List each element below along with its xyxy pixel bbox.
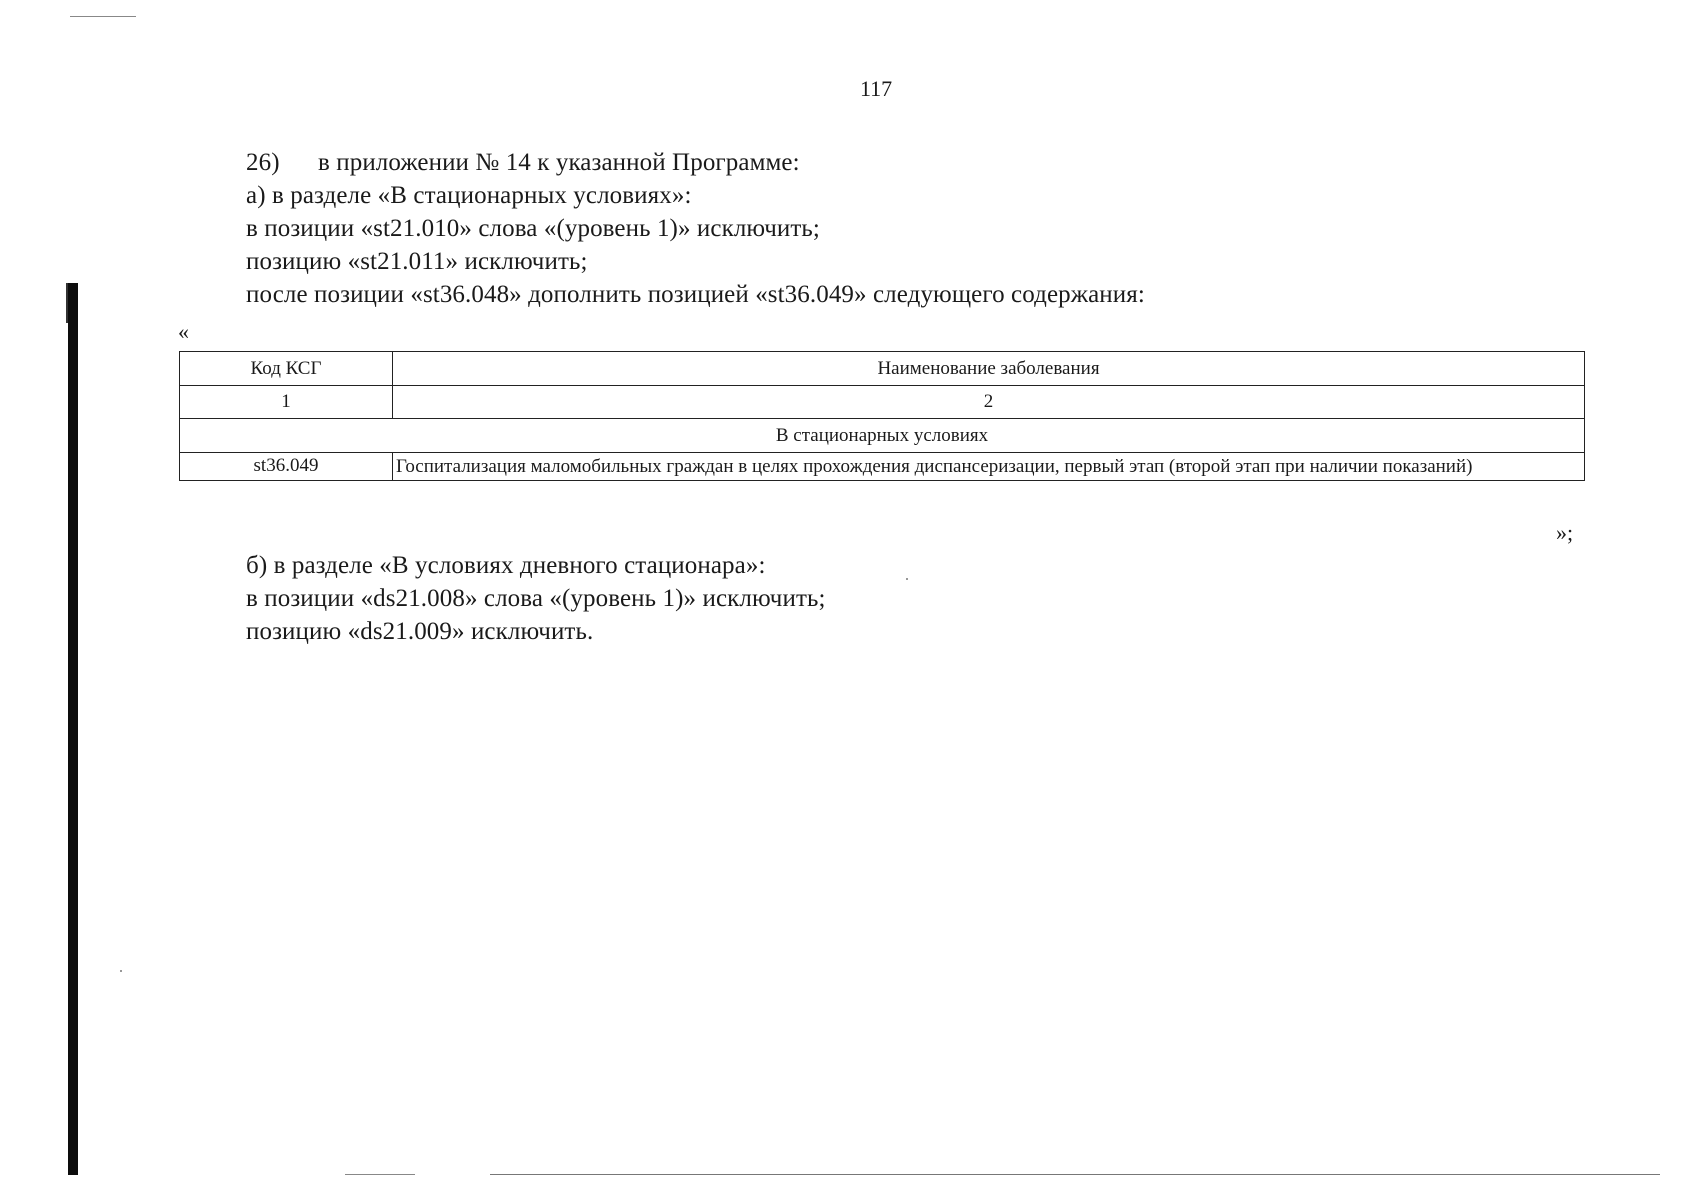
scan-artifact-left-bar: [68, 283, 78, 1175]
row-code: st36.049: [180, 453, 393, 481]
col-number-1: 1: [180, 386, 393, 419]
table-row: [180, 453, 1585, 481]
table-header-row: [180, 352, 1585, 386]
section-title: В стационарных условиях: [180, 419, 1585, 453]
part-a-line2: позицию «st21.011» исключить;: [246, 248, 588, 275]
part-b-line1: в позиции «ds21.008» слова «(уровень 1)» исключить;: [246, 585, 826, 612]
scan-artifact-top: [70, 16, 136, 17]
col-number-2: 2: [393, 386, 1585, 419]
scan-artifact-bottom-dash: [345, 1174, 415, 1175]
scan-dot: [906, 578, 908, 580]
item-number: 26): [246, 149, 280, 176]
row-name: Госпитализация маломобильных граждан в целях прохождения диспансеризации, первый этап (второй этап при наличии показаний): [393, 453, 1585, 481]
page-number: 117: [860, 76, 893, 101]
part-a-line3: после позиции «st36.048» дополнить позицией «st36.049» следующего содержания:: [246, 281, 1145, 308]
item-text: в приложении № 14 к указанной Программе:: [318, 149, 800, 176]
scan-dot: [120, 970, 122, 972]
table-section-row: [180, 419, 1585, 453]
ksg-table: [179, 351, 1585, 481]
part-b-heading: б) в разделе «В условиях дневного стационара»:: [246, 552, 766, 579]
quote-open: «: [178, 319, 189, 344]
table-number-row: [180, 386, 1585, 419]
item-26: [246, 149, 800, 177]
part-a-heading: а) в разделе «В стационарных условиях»:: [246, 182, 692, 209]
part-b-line2: позицию «ds21.009» исключить.: [246, 618, 594, 645]
scan-artifact-bottom-line: [490, 1174, 1660, 1175]
header-name: Наименование заболевания: [393, 352, 1585, 386]
header-code: Код КСГ: [180, 352, 393, 386]
quote-close: »;: [1556, 520, 1574, 545]
part-a-line1: в позиции «st21.010» слова «(уровень 1)» исключить;: [246, 215, 820, 242]
